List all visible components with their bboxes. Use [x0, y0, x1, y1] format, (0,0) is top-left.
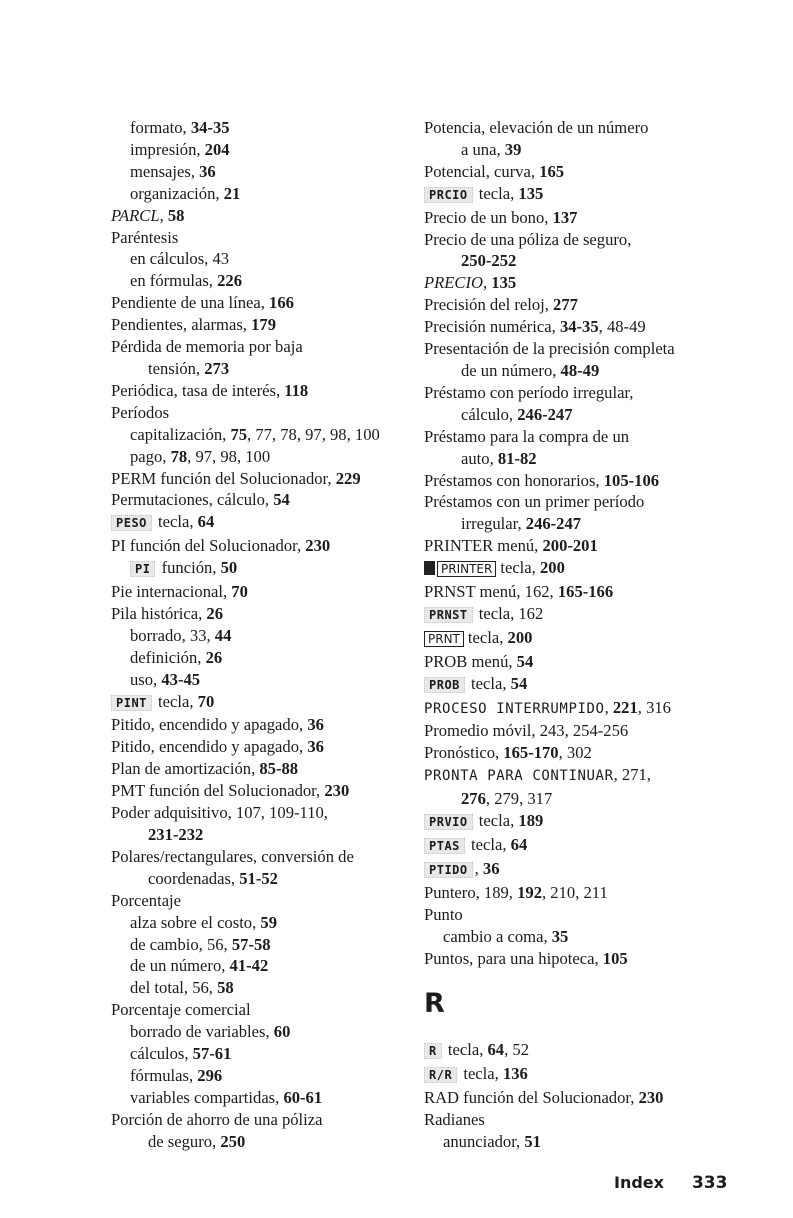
menu-key-label: PI: [130, 561, 155, 577]
page-ref: 200-201: [542, 536, 598, 556]
entry-text: Pitido, encendido y apagado,: [111, 737, 308, 757]
entry-text: fórmulas,: [130, 1065, 198, 1085]
entry-text: ,: [483, 273, 492, 293]
menu-key-label: PESO: [111, 515, 152, 531]
page-ref: 60-61: [283, 1087, 323, 1107]
index-entry: [424, 603, 764, 627]
page-ref: 48-49: [560, 360, 600, 380]
entry-text: Precisión del reloj,: [424, 295, 554, 315]
entry-text: , 271,: [613, 765, 651, 785]
index-entry: [424, 229, 764, 251]
index-continuation: [424, 404, 764, 426]
entry-text: definición,: [130, 647, 206, 667]
entry-text: PERM función del Solucionador,: [111, 468, 336, 488]
entry-text: PROB menú,: [424, 651, 517, 671]
page-ref: 36: [482, 858, 500, 878]
entry-text: Precio de una póliza de seguro,: [424, 229, 632, 249]
entry-text: a una,: [461, 139, 505, 159]
index-entry: [424, 627, 764, 651]
page-ref: 277: [553, 295, 578, 315]
index-subentry: [111, 1065, 416, 1087]
entry-text: Puntero, 189,: [424, 882, 518, 902]
page-ref: 135: [518, 183, 544, 203]
index-entry: [111, 380, 416, 402]
index-entry: [111, 890, 416, 912]
page-ref: 41-42: [229, 956, 269, 976]
page-ref: 57-58: [231, 934, 271, 954]
page-ref: 229: [335, 468, 361, 488]
index-continuation: [111, 1131, 416, 1153]
entry-text: función,: [157, 558, 221, 578]
entry-text: Radianes: [424, 1110, 485, 1130]
index-entry: [111, 846, 416, 868]
page-ref: 226: [217, 271, 242, 291]
page-ref: 118: [284, 380, 309, 400]
page-ref: 137: [552, 207, 578, 227]
index-entry: [424, 1039, 764, 1063]
section-letter: R: [424, 988, 445, 1020]
entry-text: de un número,: [461, 360, 561, 380]
page-ref: 85-88: [259, 759, 299, 779]
entry-text: borrado de variables,: [130, 1022, 274, 1042]
entry-text: Paréntesis: [111, 227, 179, 247]
entry-text: Pila histórica,: [111, 603, 207, 623]
index-continuation: [424, 250, 764, 272]
index-subentry: [111, 270, 416, 292]
entry-text: tecla,: [474, 811, 519, 831]
entry-text: pago,: [130, 446, 171, 466]
page-ref: 39: [504, 139, 522, 159]
page-ref: 165: [539, 161, 565, 181]
entry-text: tecla,: [466, 835, 511, 854]
entry-text: capitalización,: [130, 424, 231, 444]
page-ref: 44: [214, 625, 232, 645]
page-ref: 105-106: [603, 470, 660, 490]
index-subentry: [111, 912, 416, 934]
entry-text: Períodos: [111, 402, 170, 422]
index-entry: [424, 858, 764, 882]
entry-text: ,: [604, 697, 613, 717]
entry-text: PMT función del Solucionador,: [111, 781, 325, 801]
entry-text: en cálculos, 43: [130, 249, 230, 269]
page-ref: 81-82: [497, 448, 537, 468]
entry-text: de seguro,: [148, 1131, 221, 1151]
index-entry: [424, 183, 764, 207]
index-subentry: [111, 1087, 416, 1109]
page-ref: 135: [491, 273, 517, 293]
entry-text: de un número,: [130, 956, 230, 976]
page-ref: 60: [273, 1022, 291, 1042]
entry-text: Promedio móvil, 243, 254-256: [424, 721, 629, 741]
index-entry: [424, 742, 764, 764]
index-entry: [111, 402, 416, 424]
index-column-right: [424, 117, 764, 1153]
page-ref: 70: [231, 582, 248, 602]
index-continuation: [111, 358, 416, 380]
entry-text: del total, 56,: [130, 978, 218, 998]
entry-text: mensajes,: [130, 161, 200, 181]
page-ref: 105: [602, 948, 628, 968]
index-subentry: [111, 669, 416, 691]
page-ref: 26: [205, 647, 223, 667]
index-subentry: [111, 1043, 416, 1065]
page-ref: 250-252: [461, 251, 517, 271]
page-ref: 34-35: [190, 118, 230, 137]
index-entry: [424, 697, 764, 721]
index-continuation: [424, 448, 764, 470]
entry-text: alza sobre el costo,: [130, 912, 261, 932]
entry-text: Pronóstico,: [424, 743, 504, 763]
index-entry: [424, 316, 764, 338]
index-continuation: [424, 788, 764, 810]
index-entry: [424, 764, 764, 788]
entry-text: PRNST menú, 162,: [424, 582, 558, 602]
index-subentry: [111, 139, 416, 161]
index-entry: [424, 651, 764, 673]
page-ref: 51: [524, 1132, 541, 1152]
entry-text: formato,: [130, 118, 191, 137]
page-ref: 136: [502, 1064, 528, 1084]
index-entry: [424, 810, 764, 834]
page-ref: 250: [220, 1131, 246, 1151]
term-italic: PARCL: [111, 205, 160, 225]
entry-text: impresión,: [130, 139, 205, 159]
entry-text: Porción de ahorro de una póliza: [111, 1109, 323, 1129]
page-ref: 36: [307, 737, 324, 757]
index-entry: [424, 882, 764, 904]
page-ref: 54: [510, 673, 528, 693]
index-entry: [111, 999, 416, 1021]
page-ref: 189: [518, 811, 544, 831]
index-entry: [111, 691, 416, 715]
page-ref: 179: [251, 315, 276, 335]
entry-text: organización,: [130, 183, 224, 203]
menu-key-label: R: [424, 1043, 442, 1059]
entry-text: tecla,: [153, 691, 198, 711]
index-entry: [111, 468, 416, 490]
index-entry: [111, 1109, 416, 1131]
index-entry: [111, 802, 416, 824]
footer-label: Index: [614, 1173, 664, 1192]
page-ref: 200: [539, 558, 565, 578]
page-ref: 35: [551, 926, 569, 946]
index-entry: [111, 736, 416, 758]
page-ref: 231-232: [148, 825, 204, 844]
index-entry: [111, 758, 416, 780]
page-ref: 36: [199, 161, 216, 181]
index-subentry: [111, 1021, 416, 1043]
page-ref: 54: [516, 651, 534, 671]
entry-text: cambio a coma,: [443, 926, 552, 946]
entry-text: Préstamo para la compra de un: [424, 426, 630, 446]
page-number: 333: [691, 1173, 728, 1193]
page-ref: 70: [197, 691, 215, 711]
page-ref: 165-170: [503, 743, 559, 763]
shift-key-icon: [424, 561, 435, 575]
page-ref: 36: [307, 715, 324, 735]
entry-text: Presentación de la precisión completa: [424, 339, 675, 359]
entry-text: cálculos,: [130, 1044, 193, 1064]
page-ref: 221: [612, 697, 638, 717]
display-message: PROCESO INTERRUMPIDO: [424, 700, 605, 717]
entry-text: Potencia, elevación de un número: [424, 118, 649, 137]
entry-text: tecla, 162: [474, 603, 544, 623]
entry-text: , 302: [558, 743, 592, 763]
entry-text: Periódica, tasa de interés,: [111, 380, 285, 400]
index-entry: [424, 557, 764, 581]
page-ref: 276: [461, 789, 486, 809]
index-entry: [111, 205, 416, 227]
page-ref: 54: [273, 490, 290, 510]
index-entry: [111, 714, 416, 736]
index-entry: [111, 535, 416, 557]
page-ref: 75: [230, 424, 248, 444]
index-continuation: [111, 868, 416, 890]
page-ref: 43-45: [161, 669, 201, 689]
page-ref: 21: [223, 183, 241, 203]
entry-text: , 48-49: [598, 317, 646, 337]
index-entry: [424, 491, 764, 513]
entry-text: Puntos, para una hipoteca,: [424, 948, 603, 968]
index-subentry: [111, 647, 416, 669]
index-entry: [424, 1087, 764, 1109]
entry-text: Préstamo con período irregular,: [424, 382, 634, 402]
index-entry: [424, 673, 764, 697]
index-subentry: [111, 625, 416, 647]
display-message: PRONTA PARA CONTINUAR: [424, 768, 614, 785]
page-ref: 58: [167, 205, 185, 225]
entry-text: , 77, 78, 97, 98, 100: [247, 424, 380, 444]
index-subentry: [111, 424, 416, 446]
page-ref: 78: [170, 446, 188, 466]
page-ref: 57-61: [192, 1044, 232, 1064]
entry-text: , 52: [504, 1040, 529, 1060]
entry-text: Pitido, encendido y apagado,: [111, 715, 308, 735]
index-entry: [111, 780, 416, 802]
index-subentry: [111, 955, 416, 977]
index-entry: [424, 720, 764, 742]
index-entry: [424, 1109, 764, 1131]
page-ref: 64: [197, 512, 215, 532]
index-continuation: [111, 824, 416, 846]
index-entry: [424, 207, 764, 229]
page-ref: 192: [517, 882, 542, 902]
entry-text: anunciador,: [443, 1132, 525, 1152]
menu-key-label: PINT: [111, 695, 152, 711]
entry-text: tecla,: [467, 627, 508, 647]
entry-text: ,: [159, 205, 168, 225]
page-ref: 165-166: [557, 582, 614, 602]
entry-text: variables compartidas,: [130, 1087, 284, 1107]
index-entry: [424, 581, 764, 603]
index-entry: [111, 603, 416, 625]
entry-text: tensión,: [148, 358, 205, 378]
entry-text: , 97, 98, 100: [187, 446, 271, 466]
index-entry: [424, 117, 764, 139]
entry-text: auto,: [461, 448, 498, 468]
index-entry: [111, 314, 416, 336]
index-subentry: [111, 161, 416, 183]
entry-text: , 316: [637, 697, 671, 717]
page-ref: 273: [204, 358, 230, 378]
entry-text: Plan de amortización,: [111, 759, 260, 779]
page-ref: 200: [507, 627, 533, 647]
entry-text: borrado, 33,: [130, 625, 215, 645]
index-continuation: [424, 513, 764, 535]
entry-text: Préstamos con un primer período: [424, 492, 645, 512]
index-entry: [111, 581, 416, 603]
page-ref: 230: [324, 781, 350, 801]
entry-text: Potencial, curva,: [424, 161, 540, 181]
entry-text: Precio de un bono,: [424, 207, 553, 227]
index-subentry: [111, 977, 416, 999]
page-ref: 50: [220, 558, 238, 578]
entry-text: cálculo,: [461, 404, 518, 424]
index-entry: [111, 227, 416, 249]
page-ref: 166: [269, 293, 294, 313]
entry-text: Pérdida de memoria por baja: [111, 337, 303, 357]
index-subentry: [111, 183, 416, 205]
term-italic: PRECIO: [424, 273, 483, 293]
index-entry: [424, 470, 764, 492]
page-ref: 296: [197, 1065, 223, 1085]
entry-text: , 279, 317: [485, 789, 553, 809]
entry-text: tecla,: [443, 1040, 488, 1060]
page-footer: [614, 1173, 727, 1193]
entry-text: Préstamos con honorarios,: [424, 470, 604, 490]
menu-key-label: PRCIO: [424, 187, 473, 203]
menu-key-label: R/R: [424, 1067, 457, 1083]
page-ref: 64: [510, 835, 528, 854]
entry-text: coordenadas,: [148, 868, 240, 888]
page-ref: 246-247: [525, 514, 582, 534]
entry-text: en fórmulas,: [130, 271, 218, 291]
index-entry: [111, 511, 416, 535]
index-entry: [111, 336, 416, 358]
index-entry: [111, 489, 416, 511]
index-entry: [424, 161, 764, 183]
entry-text: Porcentaje comercial: [111, 1000, 251, 1020]
entry-text: tecla,: [153, 512, 198, 532]
page-ref: 51-52: [239, 868, 278, 888]
menu-key-label: PRVIO: [424, 814, 473, 830]
index-entry: [424, 426, 764, 448]
page-ref: 64: [487, 1040, 505, 1060]
menu-key-label: PTAS: [424, 838, 465, 854]
page-ref: 34-35: [559, 317, 599, 337]
entry-text: Polares/rectangulares, conversión de: [111, 846, 354, 866]
calculator-key: PRINTER: [437, 561, 496, 577]
entry-text: Permutaciones, cálculo,: [111, 490, 274, 510]
page-ref: 230: [305, 536, 331, 556]
index-subentry: [111, 557, 416, 581]
entry-text: tecla,: [500, 558, 540, 578]
entry-text: ,: [474, 858, 483, 878]
index-entry: [111, 292, 416, 314]
index-entry: [424, 904, 764, 926]
menu-key-label: PROB: [424, 677, 465, 693]
index-column-left: [111, 117, 416, 1153]
index-subentry: [424, 1131, 764, 1153]
page-ref: 204: [204, 139, 230, 159]
index-entry: [424, 338, 764, 360]
entry-text: Precisión numérica,: [424, 317, 560, 337]
menu-key-label: PRNST: [424, 607, 473, 623]
calculator-key: PRNT: [424, 631, 464, 647]
entry-text: , 210, 211: [542, 882, 608, 902]
entry-text: Pendiente de una línea,: [111, 293, 270, 313]
page-ref: 26: [206, 603, 223, 623]
index-entry: [424, 1063, 764, 1087]
entry-text: Poder adquisitivo, 107, 109-110,: [111, 803, 328, 823]
page-ref: 246-247: [517, 404, 573, 424]
entry-text: PRINTER menú,: [424, 536, 543, 556]
page-ref: 230: [638, 1088, 664, 1108]
index-subentry: [111, 446, 416, 468]
index-entry: [424, 948, 764, 970]
page-ref: 59: [260, 912, 277, 932]
index-entry: [424, 272, 764, 294]
index-subentry: [111, 934, 416, 956]
index-continuation: [424, 360, 764, 382]
entry-text: RAD función del Solucionador,: [424, 1088, 639, 1108]
index-entry: [424, 535, 764, 557]
entry-text: tecla,: [474, 183, 519, 203]
index-entry: [424, 834, 764, 858]
entry-text: Punto: [424, 904, 463, 924]
entry-text: Pie internacional,: [111, 582, 232, 602]
entry-text: irregular,: [461, 514, 526, 534]
entry-text: tecla,: [466, 673, 511, 693]
index-subentry: [111, 248, 416, 270]
index-continuation: [424, 139, 764, 161]
index-subentry: [111, 117, 416, 139]
entry-text: de cambio, 56,: [130, 934, 232, 954]
entry-text: uso,: [130, 669, 162, 689]
entry-text: tecla,: [459, 1064, 503, 1084]
entry-text: Pendientes, alarmas,: [111, 315, 252, 335]
index-entry: [424, 294, 764, 316]
entry-text: Porcentaje: [111, 890, 182, 910]
index-entry: [424, 382, 764, 404]
page-ref: 58: [217, 978, 234, 998]
entry-text: PI función del Solucionador,: [111, 536, 306, 556]
menu-key-label: PTIDO: [424, 862, 473, 878]
index-subentry: [424, 926, 764, 948]
